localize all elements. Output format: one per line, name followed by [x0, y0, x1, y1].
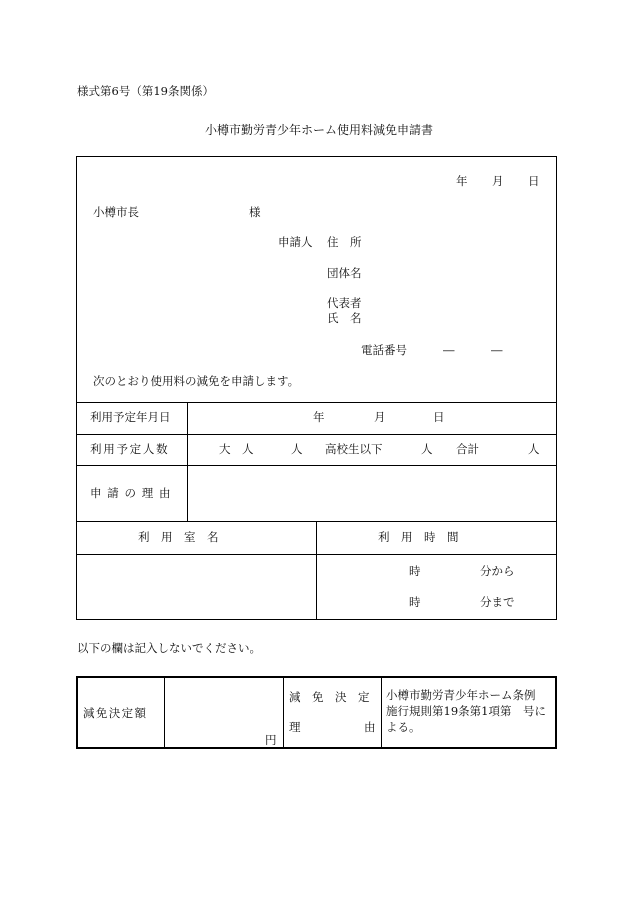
- reason-label-right: 由: [364, 720, 376, 734]
- reduction-reason-label: 減 免 決 定: [289, 690, 370, 704]
- application-statement: 次のとおり使用料の減免を申請します。: [93, 374, 300, 388]
- adults-unit: 人: [291, 442, 303, 456]
- row-divider: [76, 465, 557, 466]
- name-label: 氏 名: [327, 311, 362, 325]
- phone-separator: ―: [443, 343, 455, 357]
- column-divider: [283, 677, 284, 748]
- addressee: 小樽市長: [93, 205, 139, 219]
- time-to-hour: 時: [409, 595, 421, 609]
- applicant-label: 申請人: [278, 235, 313, 249]
- row-divider: [76, 402, 557, 403]
- yen-unit: 円: [265, 733, 277, 747]
- column-divider: [381, 677, 382, 748]
- date-month-label: 月: [492, 174, 504, 188]
- reduction-amount-label: 減免決定額: [83, 706, 148, 720]
- schedule-day: 日: [433, 410, 445, 424]
- students-unit: 人: [421, 442, 433, 456]
- schedule-month: 月: [374, 410, 386, 424]
- total-label: 合計: [456, 442, 479, 456]
- row-divider: [76, 434, 557, 435]
- page-title: 小樽市勤労青少年ホーム使用料減免申請書: [205, 123, 434, 137]
- people-label: 利用予定人数: [90, 442, 170, 456]
- schedule-date-label: 利用予定年月日: [90, 410, 171, 424]
- address-label: 住 所: [327, 235, 362, 249]
- column-divider: [316, 521, 317, 620]
- time-from-hour: 時: [409, 564, 421, 578]
- date-year-label: 年: [456, 174, 468, 188]
- adults-label: 大 人: [219, 442, 254, 456]
- time-header: 利 用 時 間: [378, 530, 459, 544]
- rule-text-line: 小樽市勤労青少年ホーム条例: [386, 688, 536, 702]
- schedule-year: 年: [313, 410, 325, 424]
- phone-separator: ―: [491, 343, 503, 357]
- rule-text-line: 施行規則第19条第1項第 号に: [386, 704, 546, 718]
- honorific: 様: [249, 205, 261, 219]
- students-label: 高校生以下: [325, 442, 383, 456]
- reason-label-left: 理: [289, 720, 301, 734]
- date-day-label: 日: [528, 174, 540, 188]
- column-divider: [164, 677, 165, 748]
- column-divider: [187, 402, 188, 521]
- room-header: 利 用 室 名: [138, 530, 219, 544]
- phone-label: 電話番号: [361, 343, 407, 357]
- group-label: 団体名: [327, 266, 362, 280]
- rule-text-line: よる。: [386, 720, 421, 734]
- total-unit: 人: [528, 442, 540, 456]
- representative-label: 代表者: [327, 296, 362, 310]
- time-from-minute: 分から: [480, 564, 515, 578]
- form-number: 様式第6号（第19条関係）: [77, 84, 214, 98]
- office-use-note: 以下の欄は記入しないでください。: [77, 641, 261, 655]
- reason-label: 申請の理由: [90, 486, 177, 500]
- time-to-minute: 分まで: [480, 595, 515, 609]
